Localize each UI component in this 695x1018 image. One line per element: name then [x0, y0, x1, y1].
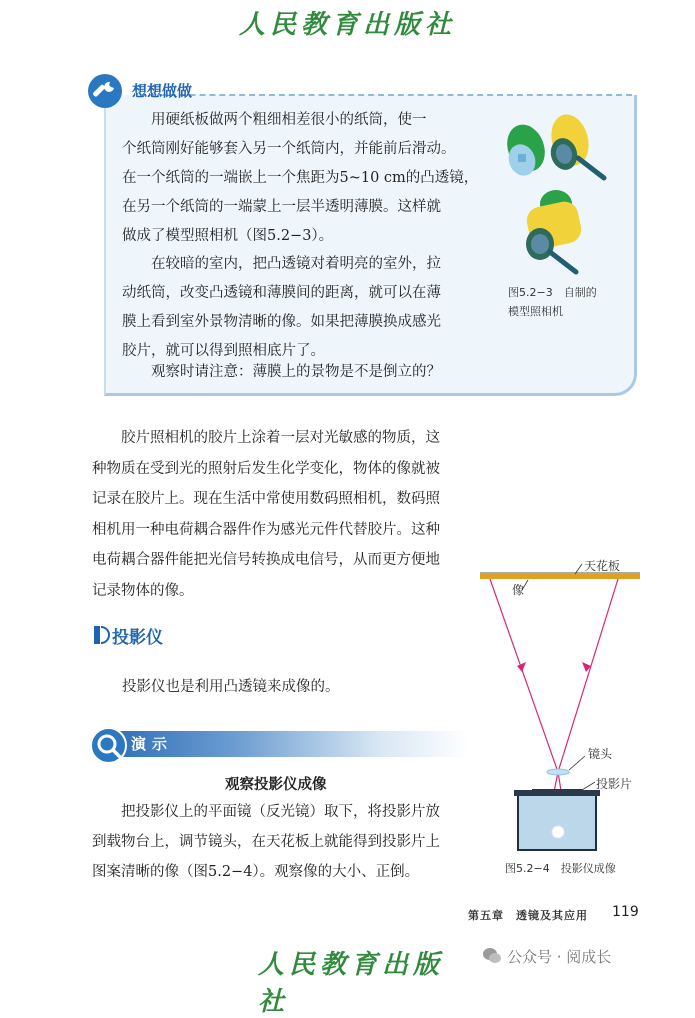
model-camera-illustration [498, 104, 618, 284]
label-slide: 投影片 [596, 777, 633, 791]
think-do-title: 想想做做 [132, 82, 193, 100]
section-title: 投影仪 [112, 628, 163, 648]
think-do-paragraph-1: 用硬纸板做两个粗细相差很小的纸筒，使一 个纸筒刚好能够套入另一个纸筒内，并能前后滑动。 在一个纸筒的一端嵌上一个焦距为5~10 cm的凸透镜， 在另一个纸筒的一端蒙上一层半透明薄膜。这样就 做成了模型照相机（图5.2−3）。 [122, 112, 479, 244]
section-marker-half [101, 626, 110, 644]
body-paragraph: 胶片照相机的胶片上涂着一层对光敏感的物质，这 种物质在受到光的照射后发生化学变化，物体的像就被 记录在胶片上。现在生活中常使用数码照相机，数码照 相机用一种电荷耦合器件作为感光元件代替胶片。这种 电荷耦合器件能把光信号转换成电信号，从而更方便地 记录物体的像。 [92, 430, 440, 599]
projector-box [518, 794, 596, 850]
magnifier-icon [90, 727, 127, 764]
lens [547, 769, 569, 775]
wechat-watermark: 公众号 · 阅成长 [507, 948, 612, 966]
demo-label: 演示 [131, 735, 174, 753]
wrench-icon [88, 74, 122, 108]
label-image: 像 [512, 583, 525, 597]
section-intro: 投影仪也是利用凸透镜来成像的。 [122, 679, 340, 695]
section-marker-icon [94, 626, 100, 644]
experiment-title: 观察投影仪成像 [225, 777, 327, 793]
think-do-header-line [140, 94, 632, 96]
demo-text: 把投影仪上的平面镜（反光镜）取下，将投影片放 到载物台上，调节镜头，在天花板上就能得到投影片上 图案清晰的像（图5.2−4）。观察像的大小、正倒。 [92, 804, 440, 880]
light-source [552, 826, 564, 838]
label-lens: 镜头 [588, 747, 613, 761]
figure-5-2-3-caption-line2: 模型照相机 [508, 305, 563, 318]
figure-5-2-4-caption: 图5.2−4 投影仪成像 [505, 862, 616, 875]
publisher-header: 人民教育出版社 [238, 10, 456, 40]
think-do-paragraph-3: 观察时请注意：薄膜上的景物是不是倒立的？ [151, 364, 441, 380]
projector-diagram [470, 560, 650, 860]
footer-chapter: 第五章 透镜及其应用 [468, 909, 588, 922]
label-ceiling: 天花板 [584, 559, 621, 573]
think-do-paragraph-2: 在较暗的室内，把凸透镜对着明亮的室外，拉 动纸筒，改变凸透镜和薄膜间的距离，就可以在薄 膜上看到室外景物清晰的像。如果把薄膜换成感光 胶片，就可以得到照相底片了。 [122, 256, 441, 359]
figure-5-2-3-caption-line1: 图5.2−3 自制的 [508, 286, 597, 299]
publisher-footer: 人民教育出版社 [258, 950, 445, 1017]
wechat-icon [482, 946, 502, 966]
page-number: 119 [612, 904, 639, 920]
